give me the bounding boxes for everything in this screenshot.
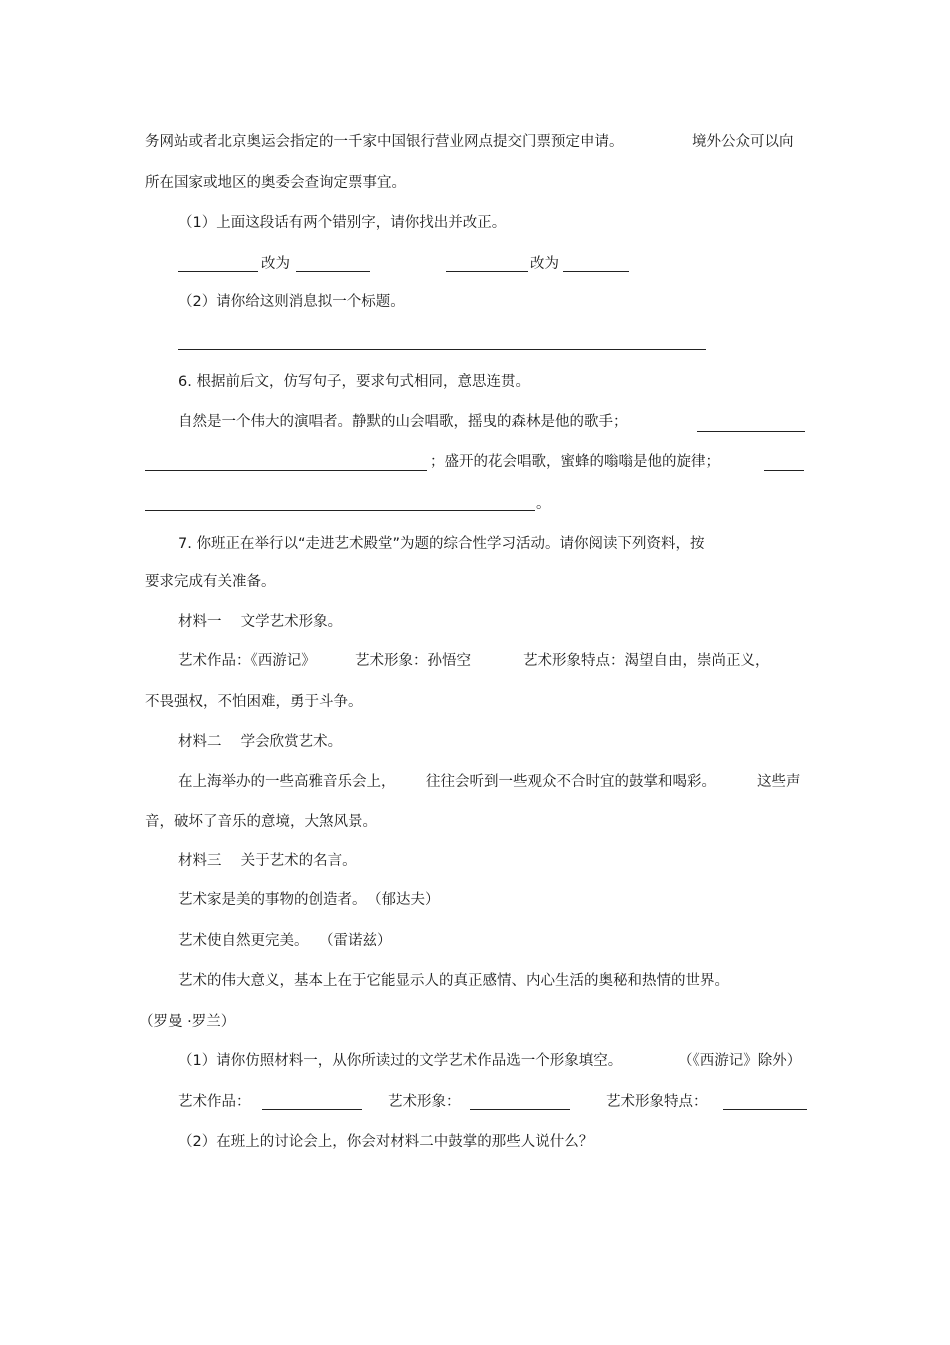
question-text: 要求完成有关准备。	[145, 574, 276, 590]
imitation-blank-1a[interactable]	[697, 431, 805, 432]
correct-char-1-blank[interactable]	[296, 271, 370, 272]
material-text: 艺术形象特点：渴望自由，崇尚正义，	[523, 653, 770, 669]
fill-label-text: 艺术形象：	[388, 1094, 461, 1110]
fill-trait-label	[606, 1092, 708, 1112]
quote-author: （郁达夫）	[367, 892, 440, 908]
fill-image-blank[interactable]	[470, 1109, 570, 1110]
question-text: （2）请你给这则消息拟一个标题。	[178, 294, 405, 310]
question-7-sub-1	[178, 1051, 622, 1071]
imitation-blank-2b[interactable]	[145, 510, 535, 511]
imitation-blank-2a[interactable]	[764, 470, 804, 471]
material-1-image	[355, 651, 471, 671]
material-2-line-1	[178, 772, 396, 792]
question-6-end	[536, 494, 551, 514]
quote-author: （罗曼 ·罗兰）	[139, 1014, 236, 1030]
fill-trait-blank[interactable]	[723, 1109, 807, 1110]
quote-text: 艺术家是美的事物的创造者。	[178, 892, 367, 908]
material-text: 艺术作品：《西游记》	[178, 653, 316, 669]
question-6-line-1	[178, 412, 628, 432]
material-text: 音，破坏了音乐的意境，大煞风景。	[145, 814, 377, 830]
question-note: （《西游记》除外）	[678, 1053, 802, 1069]
headline-answer-blank[interactable]	[178, 349, 706, 350]
change-to-label-2	[530, 254, 559, 274]
fill-image-label	[388, 1092, 461, 1112]
change-to-text: 改为	[261, 256, 290, 272]
question-7-sub-2	[178, 1132, 593, 1152]
quote-2	[178, 931, 309, 951]
change-to-label-1	[261, 254, 290, 274]
question-7-prompt	[178, 534, 704, 554]
material-1-trait-cont	[145, 692, 363, 712]
question-7-prompt-cont	[145, 572, 276, 592]
question-text: （1）请你仿照材料一，从你所读过的文学艺术作品选一个形象填空。	[178, 1053, 623, 1069]
quote-2-author	[319, 931, 392, 951]
question-text: ；盛开的花会唱歌，蜜蜂的嗡嗡是他的旋律；	[430, 454, 720, 470]
material-2-line-2	[145, 812, 377, 832]
quote-1-author	[367, 890, 440, 910]
imitation-blank-1b[interactable]	[145, 470, 427, 471]
material-title-text: 材料三 关于艺术的名言。	[178, 853, 357, 869]
passage-line	[145, 132, 624, 152]
passage-text: 境外公众可以向	[692, 134, 794, 150]
quote-3	[178, 971, 729, 991]
question-5-sub-2	[178, 292, 405, 312]
fill-work-blank[interactable]	[262, 1109, 362, 1110]
material-title-text: 材料二 学会欣赏艺术。	[178, 734, 343, 750]
material-title-text: 材料一 文学艺术形象。	[178, 614, 343, 630]
passage-text: 务网站或者北京奥运会指定的一千家中国银行营业网点提交门票预定申请。	[145, 134, 624, 150]
question-text: 7. 你班正在举行以“走进艺术殿堂”为题的综合性学习活动。请你阅读下列资料，按	[178, 536, 705, 552]
quote-text: 艺术使自然更完美。	[178, 933, 309, 949]
material-text: 艺术形象：孙悟空	[355, 653, 471, 669]
wrong-char-2-blank[interactable]	[446, 271, 528, 272]
material-text: 这些声	[757, 774, 801, 790]
material-text: 往往会听到一些观众不合时宜的鼓掌和喝彩。	[426, 774, 716, 790]
correct-char-2-blank[interactable]	[563, 271, 629, 272]
question-text: 6. 根据前后文，仿写句子，要求句式相同，意思连贯。	[178, 374, 530, 390]
fill-label-text: 艺术作品：	[178, 1094, 251, 1110]
quote-3-author	[139, 1012, 235, 1032]
question-text: （2）在班上的讨论会上，你会对材料二中鼓掌的那些人说什么？	[178, 1134, 594, 1150]
material-2-title	[178, 732, 342, 752]
material-2-line-1b	[426, 772, 716, 792]
question-text: （1）上面这段话有两个错别字，请你找出并改正。	[178, 215, 507, 231]
change-to-text: 改为	[530, 256, 559, 272]
question-6-prompt	[178, 372, 530, 392]
quote-1	[178, 890, 367, 910]
question-7-sub-1-note	[678, 1051, 801, 1071]
punctuation: 。	[536, 496, 551, 512]
material-1-work	[178, 651, 316, 671]
question-6-line-2	[430, 452, 720, 472]
material-1-title	[178, 612, 342, 632]
fill-label-text: 艺术形象特点：	[606, 1094, 708, 1110]
passage-line	[145, 173, 406, 193]
question-text: 自然是一个伟大的演唱者。静默的山会唱歌，摇曳的森林是他的歌手；	[178, 414, 628, 430]
question-5-sub-1	[178, 213, 506, 233]
quote-author: （雷诺兹）	[319, 933, 392, 949]
wrong-char-1-blank[interactable]	[178, 271, 258, 272]
material-text: 在上海举办的一些高雅音乐会上，	[178, 774, 396, 790]
passage-line-end	[692, 132, 794, 152]
quote-text: 艺术的伟大意义，基本上在于它能显示人的真正感情、内心生活的奥秘和热情的世界。	[178, 973, 729, 989]
passage-text: 所在国家或地区的奥委会查询定票事宜。	[145, 175, 406, 191]
material-2-line-1c	[757, 772, 801, 792]
fill-work-label	[178, 1092, 251, 1112]
material-text: 不畏强权，不怕困难，勇于斗争。	[145, 694, 363, 710]
material-3-title	[178, 851, 357, 871]
material-1-trait	[523, 651, 770, 671]
